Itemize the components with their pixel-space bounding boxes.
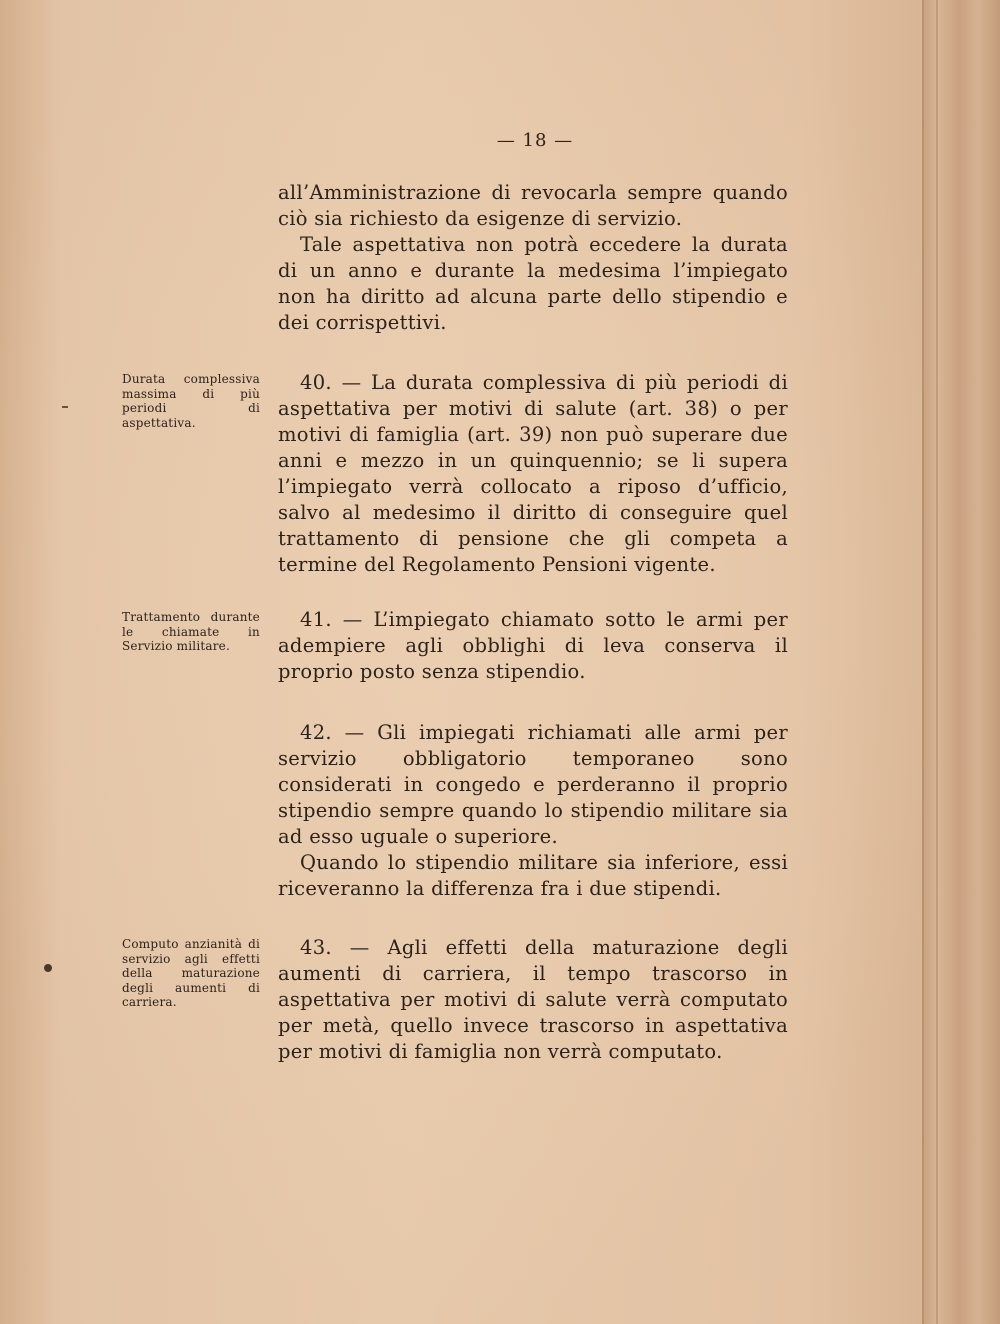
article-43-text: 43. — Agli effetti della maturazione degli aumenti di carriera, il tempo trascorso in aspettativa per motivi di salute verrà computato per metà, quello invece trascorso in aspettativa per motivi di famiglia non verrà computato.: [278, 936, 788, 1063]
article-40-text: 40. — La durata complessiva di più periodi di aspettativa per motivi di salute (art. 38) o per motivi di famiglia (art. 39) non può superare due anni e mezzo in un quinquennio; se li supera l’impiegato verrà collocato a riposo d’ufficio, salvo al medesimo il diritto di conseguire quel trattamento di pensione che gli competa a termine del Regolamento Pensioni vigente.: [278, 371, 788, 576]
article-42-paragraph-1: 42. — Gli impiegati richiamati alle armi per servizio obbligatorio temporaneo sono considerati in congedo e perderanno il proprio stipendio sempre quando lo stipendio militare sia ad esso uguale o superiore.: [278, 721, 788, 848]
margin-note-art40: Durata complessiva massima di più periodi di aspettativa.: [122, 372, 260, 430]
margin-mark: [62, 406, 68, 408]
book-spine: [922, 0, 1000, 1324]
continuation-section: [278, 180, 788, 336]
ink-dot: [44, 964, 52, 972]
spine-edge-line: [936, 0, 938, 1324]
article-41: [278, 607, 788, 685]
continuation-paragraph-2: Tale aspettativa non potrà eccedere la durata di un anno e durante la medesima l’impiegato non ha diritto ad alcuna parte dello stipendio e dei corrispettivi.: [278, 233, 788, 334]
page-number: — 18 —: [496, 130, 574, 151]
article-42-paragraph-2: Quando lo stipendio militare sia inferiore, essi riceveranno la differenza fra i due stipendi.: [278, 851, 788, 900]
margin-note-art43: Computo anzianità di servizio agli effetti della maturazione degli aumenti di carriera.: [122, 937, 260, 1009]
article-41-text: 41. — L’impiegato chiamato sotto le armi per adempiere agli obblighi di leva conserva il proprio posto senza stipendio.: [278, 608, 788, 683]
continuation-paragraph-1: all’Amministrazione di revocarla sempre quando ciò sia richiesto da esigenze di servizio.: [278, 181, 788, 230]
article-43: [278, 935, 788, 1065]
article-40: [278, 370, 788, 578]
article-42: [278, 720, 788, 902]
margin-note-art41: Trattamento durante le chiamate in Servizio militare.: [122, 610, 260, 653]
